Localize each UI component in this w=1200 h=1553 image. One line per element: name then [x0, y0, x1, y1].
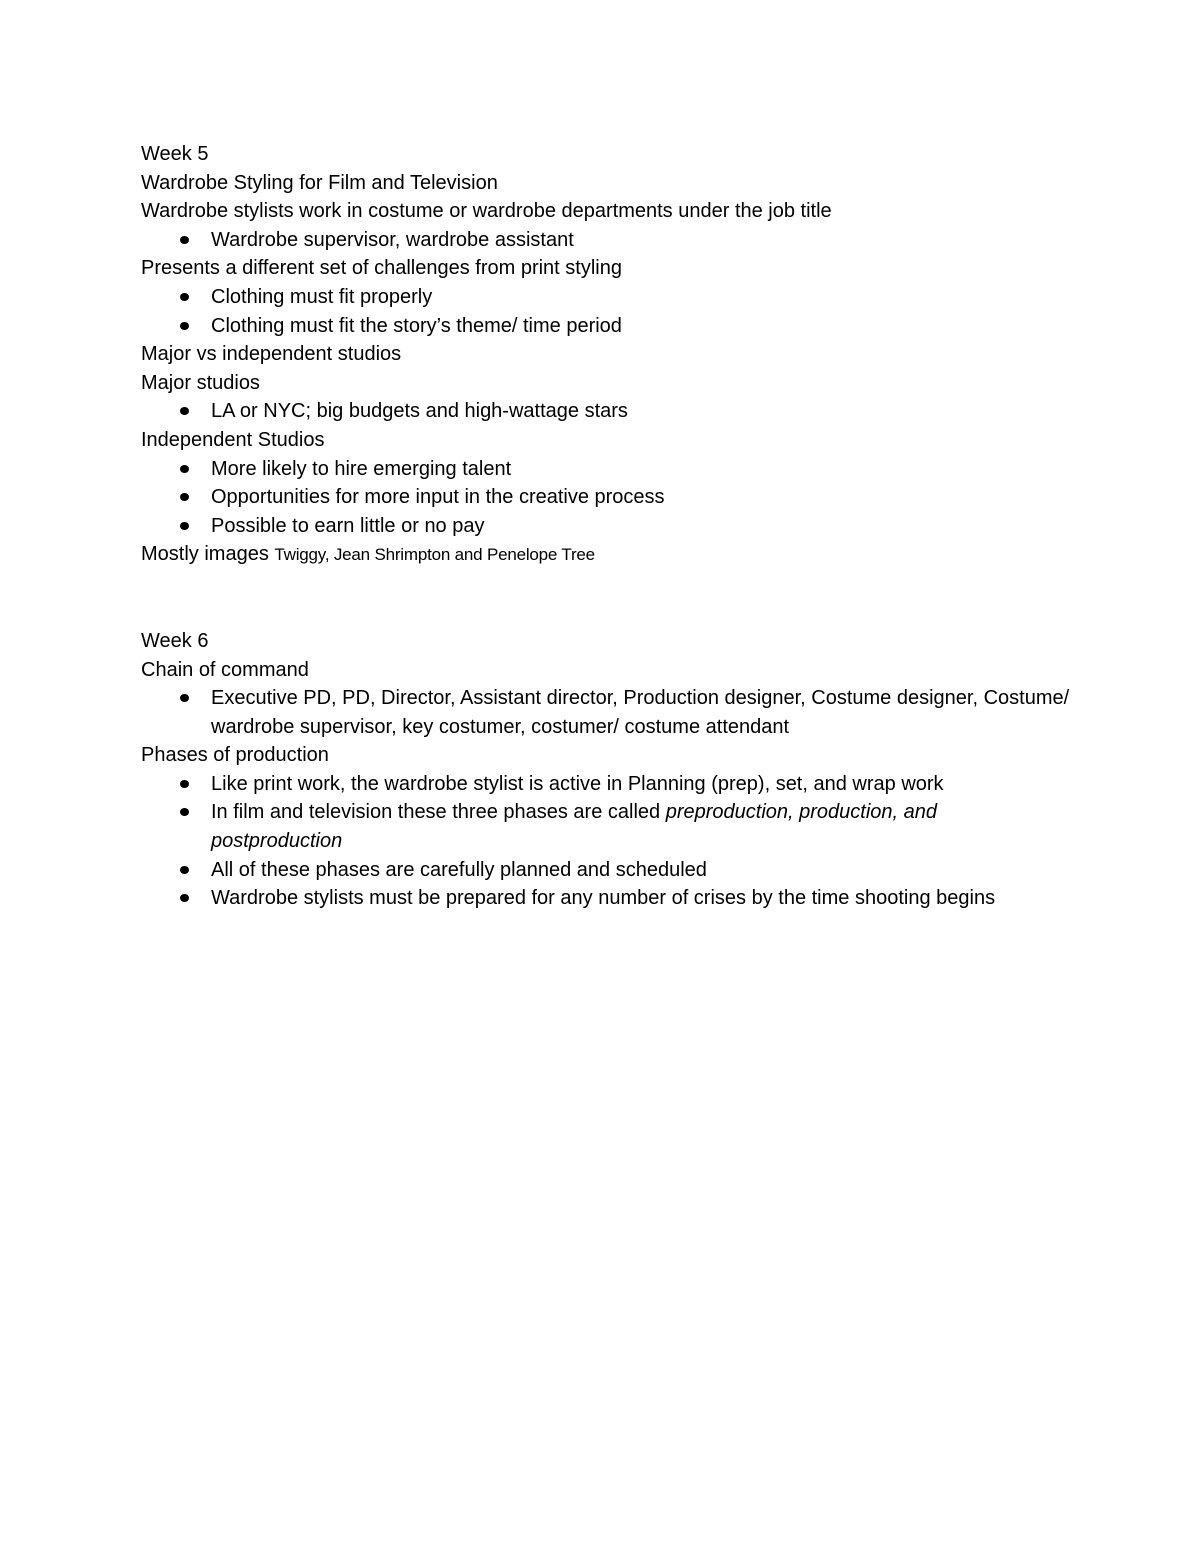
bullet-icon: [180, 780, 189, 788]
bullet-icon: [180, 522, 189, 530]
list-item-italic-text: preproduction, production, and postproduction: [211, 801, 938, 853]
images-line: [141, 540, 1101, 570]
bullet-icon: [180, 407, 189, 415]
list-item-text: LA or NYC; big budgets and high-wattage stars: [211, 400, 628, 423]
chain-list: [141, 684, 1101, 741]
list-item-text: All of these phases are carefully planned and scheduled: [211, 858, 707, 881]
list-item: [141, 483, 1101, 512]
list-item-text: Possible to earn little or no pay: [211, 514, 485, 537]
list-item: [141, 798, 1011, 855]
bullet-icon: [180, 293, 189, 301]
images-prefix: Mostly images: [141, 543, 275, 566]
list-item-text: Wardrobe stylists must be prepared for any number of crises by the time shooting begins: [211, 887, 996, 910]
chain-heading: Chain of command: [141, 658, 309, 681]
studios-heading: Major vs independent studios: [141, 343, 402, 366]
week5-intro: Wardrobe stylists work in costume or wardrobe departments under the job title: [141, 200, 832, 223]
list-item: [141, 684, 1071, 741]
list-item-text: Clothing must fit the story’s theme/ time period: [211, 314, 622, 337]
challenges-list: [141, 283, 1101, 340]
list-item: [141, 770, 1101, 799]
phases-heading: Phases of production: [141, 744, 329, 767]
bullet-icon: [180, 322, 189, 330]
list-item-text: Opportunities for more input in the creative process: [211, 486, 665, 509]
list-item: [141, 226, 1101, 255]
list-item-text: Executive PD, PD, Director, Assistant director, Production designer, Costume designer, Costume/ wardrobe supervisor, key costumer, costumer/ costume attendant: [211, 687, 1070, 738]
week5-title: Wardrobe Styling for Film and Television: [141, 171, 498, 194]
images-names: Twiggy, Jean Shrimpton and Penelope Tree: [274, 545, 595, 565]
week5-heading: Week 5: [141, 143, 209, 165]
week6-heading: Week 6: [141, 629, 209, 652]
major-studios-list: [141, 397, 1101, 426]
list-item: [141, 856, 1101, 885]
list-item: [141, 312, 1101, 341]
bullet-icon: [180, 694, 189, 702]
list-item: [141, 884, 1101, 913]
independent-studios-heading: Independent Studios: [141, 428, 325, 451]
list-item-text: Wardrobe supervisor, wardrobe assistant: [211, 228, 574, 251]
list-item: [141, 397, 1101, 426]
bullet-icon: [180, 808, 189, 816]
list-item: [141, 283, 1101, 312]
major-studios-heading: Major studios: [141, 371, 260, 394]
list-item-text: Clothing must fit properly: [211, 285, 433, 308]
list-item: [141, 455, 1101, 484]
bullet-icon: [180, 894, 189, 902]
phases-list: [141, 770, 1101, 913]
list-item-text: Like print work, the wardrobe stylist is active in Planning (prep), set, and wrap work: [211, 772, 944, 795]
bullet-icon: [180, 465, 189, 473]
bullet-icon: [180, 866, 189, 874]
document-body: [141, 140, 1101, 913]
job-titles-list: [141, 226, 1101, 255]
list-item: [141, 512, 1101, 541]
bullet-icon: [180, 493, 189, 501]
independent-studios-list: [141, 455, 1101, 541]
bullet-icon: [180, 236, 189, 244]
list-item-text: More likely to hire emerging talent: [211, 457, 512, 480]
section-spacer: [141, 570, 1101, 627]
challenges-heading: Presents a different set of challenges from print styling: [141, 257, 622, 280]
list-item-text: In film and television these three phases are called: [211, 801, 666, 824]
